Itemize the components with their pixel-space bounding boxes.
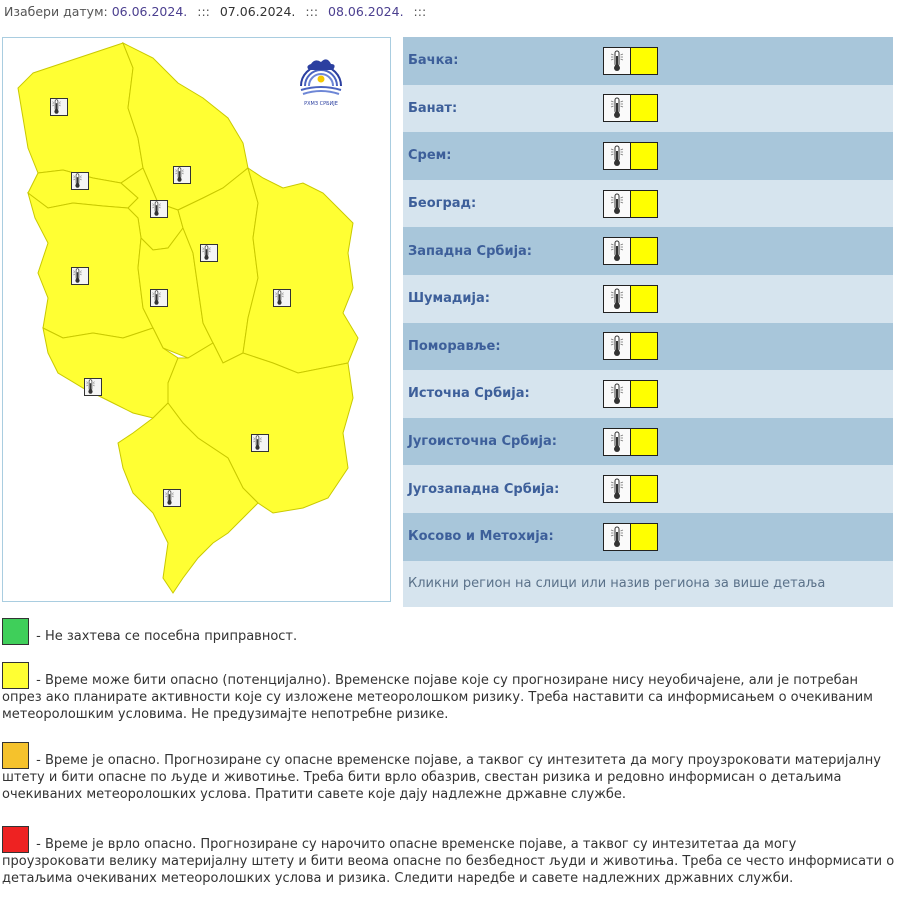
region-istocna-srbija — [243, 168, 358, 373]
region-row[interactable] — [403, 465, 893, 513]
warning-level-swatch — [631, 333, 657, 359]
region-row[interactable] — [403, 180, 893, 228]
legend-green — [2, 618, 897, 645]
region-list — [403, 37, 893, 607]
date-separator: ::: — [197, 4, 210, 19]
legend-swatch-red — [2, 826, 29, 853]
map-thermometer-marker[interactable] — [200, 244, 218, 262]
warning-level-swatch — [631, 429, 657, 455]
thermometer-icon — [175, 167, 186, 185]
map-thermometer-marker[interactable] — [84, 378, 102, 396]
warning-indicator[interactable] — [603, 285, 658, 313]
warning-level-swatch — [631, 476, 657, 502]
map-thermometer-marker[interactable] — [251, 434, 269, 452]
region-name[interactable]: Шумадија: — [408, 291, 490, 307]
warning-level-swatch — [631, 143, 657, 169]
date-selector — [4, 4, 432, 22]
thermometer-icon — [86, 379, 97, 397]
map-thermometer-marker[interactable] — [150, 200, 168, 218]
region-row[interactable] — [403, 227, 893, 275]
map-thermometer-marker[interactable] — [163, 489, 181, 507]
region-name[interactable]: Југоисточна Србија: — [408, 434, 557, 450]
rhmz-logo — [293, 52, 349, 108]
warning-indicator[interactable] — [603, 428, 658, 456]
thermometer-icon — [253, 435, 264, 453]
thermometer-icon — [604, 95, 631, 121]
region-name[interactable]: Београд: — [408, 196, 477, 212]
legend-text-orange: - Време је опасно. Прогнозиране су опасне временске појаве, а таквог су интезитета да могу проузроковати материјалну штету и бити опасне по људе и животиње. Треба бити врло обазрив, свестан ризика и редовно информисан о детаљима очекиваних метеоролошких услова. Пратити савете које дају надлежне државне службе. — [2, 753, 881, 802]
region-name[interactable]: Банат: — [408, 100, 458, 116]
date-link-1[interactable]: 07.06.2024. — [219, 4, 296, 19]
warning-level-swatch — [631, 381, 657, 407]
region-hint: Кликни регион на слици или назив региона за више детаља — [403, 561, 893, 607]
thermometer-icon — [202, 245, 213, 263]
thermometer-icon — [604, 143, 631, 169]
thermometer-icon — [152, 290, 163, 308]
region-name[interactable]: Срем: — [408, 148, 452, 164]
map-thermometer-marker[interactable] — [50, 98, 68, 116]
legend-swatch-green — [2, 618, 29, 645]
thermometer-icon — [604, 524, 631, 550]
warning-indicator[interactable] — [603, 142, 658, 170]
warning-level-swatch — [631, 95, 657, 121]
legend-orange — [2, 742, 897, 803]
region-row[interactable] — [403, 513, 893, 561]
thermometer-icon — [52, 99, 63, 117]
legend-red — [2, 826, 897, 887]
thermometer-icon — [152, 201, 163, 219]
thermometer-icon — [165, 490, 176, 508]
warning-indicator[interactable] — [603, 94, 658, 122]
region-row[interactable] — [403, 323, 893, 371]
warning-level-swatch — [631, 286, 657, 312]
warning-indicator[interactable] — [603, 190, 658, 218]
legend-swatch-orange — [2, 742, 29, 769]
warning-indicator[interactable] — [603, 380, 658, 408]
warning-level-swatch — [631, 524, 657, 550]
map-thermometer-marker[interactable] — [71, 172, 89, 190]
date-link-0[interactable]: 06.06.2024. — [111, 4, 188, 19]
region-name[interactable]: Поморавље: — [408, 338, 501, 354]
region-jugozapadna-srbija — [43, 328, 178, 418]
region-row[interactable] — [403, 85, 893, 133]
thermometer-icon — [275, 290, 286, 308]
date-link-2[interactable]: 08.06.2024. — [328, 4, 404, 19]
date-separator: ::: — [305, 4, 319, 19]
thermometer-icon — [604, 238, 631, 264]
date-separator: ::: — [413, 4, 427, 19]
region-row[interactable] — [403, 418, 893, 466]
region-name[interactable]: Југозападна Србија: — [408, 481, 560, 497]
warning-level-swatch — [631, 191, 657, 217]
serbia-warning-map — [2, 37, 391, 602]
thermometer-icon — [604, 381, 631, 407]
warning-level-swatch — [631, 48, 657, 74]
warning-indicator[interactable] — [603, 475, 658, 503]
map-thermometer-marker[interactable] — [173, 166, 191, 184]
thermometer-icon — [73, 173, 84, 191]
thermometer-icon — [604, 286, 631, 312]
svg-text:РХМЗ СРБИЈЕ: РХМЗ СРБИЈЕ — [304, 101, 338, 107]
map-thermometer-marker[interactable] — [273, 289, 291, 307]
region-name[interactable]: Косово и Метохија: — [408, 529, 554, 545]
thermometer-icon — [604, 48, 631, 74]
region-backa — [18, 43, 143, 183]
region-row[interactable] — [403, 370, 893, 418]
warning-indicator[interactable] — [603, 523, 658, 551]
warning-indicator[interactable] — [603, 47, 658, 75]
region-zapadna-srbija — [28, 193, 153, 338]
region-name[interactable]: Бачка: — [408, 53, 459, 69]
thermometer-icon — [604, 429, 631, 455]
region-name[interactable]: Западна Србија: — [408, 243, 533, 259]
region-row[interactable] — [403, 132, 893, 180]
date-selector-label: Изабери датум: — [4, 4, 108, 19]
legend-yellow — [2, 662, 897, 723]
legend-text-red: - Време је врло опасно. Прогнозиране су нарочито опасне временске појаве, а таквог су интезитетаа да могу проузроковати велику материјалну штету и бити веома опасне по безбедност људи и животиња. Треба се често информисати о детаљима очекиваних метеоролошких услова и ризика. Следити наредбе и савете надлежних државних служби. — [2, 837, 895, 886]
map-regions[interactable] — [3, 38, 392, 603]
region-name[interactable]: Источна Србија: — [408, 386, 530, 402]
warning-indicator[interactable] — [603, 332, 658, 360]
thermometer-icon — [73, 268, 84, 286]
warning-level-swatch — [631, 238, 657, 264]
thermometer-icon — [604, 476, 631, 502]
region-row[interactable] — [403, 275, 893, 323]
legend-text-yellow: - Време може бити опасно (потенцијално). Временске појаве које су прогнозиране нису неуобичајене, али је потребан опрез ако планирате активности које су изложене метеоролошком ризику. Треба наставити са информисањем о очекиваним метеоролошким условима. Не предузимајте непотребне ризике. — [2, 673, 873, 722]
map-thermometer-marker[interactable] — [150, 289, 168, 307]
region-row[interactable] — [403, 37, 893, 85]
legend-swatch-yellow — [2, 662, 29, 689]
thermometer-icon — [604, 333, 631, 359]
thermometer-icon — [604, 191, 631, 217]
warning-indicator[interactable] — [603, 237, 658, 265]
legend-text-green: - Не захтева се посебна приправност. — [32, 629, 298, 644]
map-thermometer-marker[interactable] — [71, 267, 89, 285]
